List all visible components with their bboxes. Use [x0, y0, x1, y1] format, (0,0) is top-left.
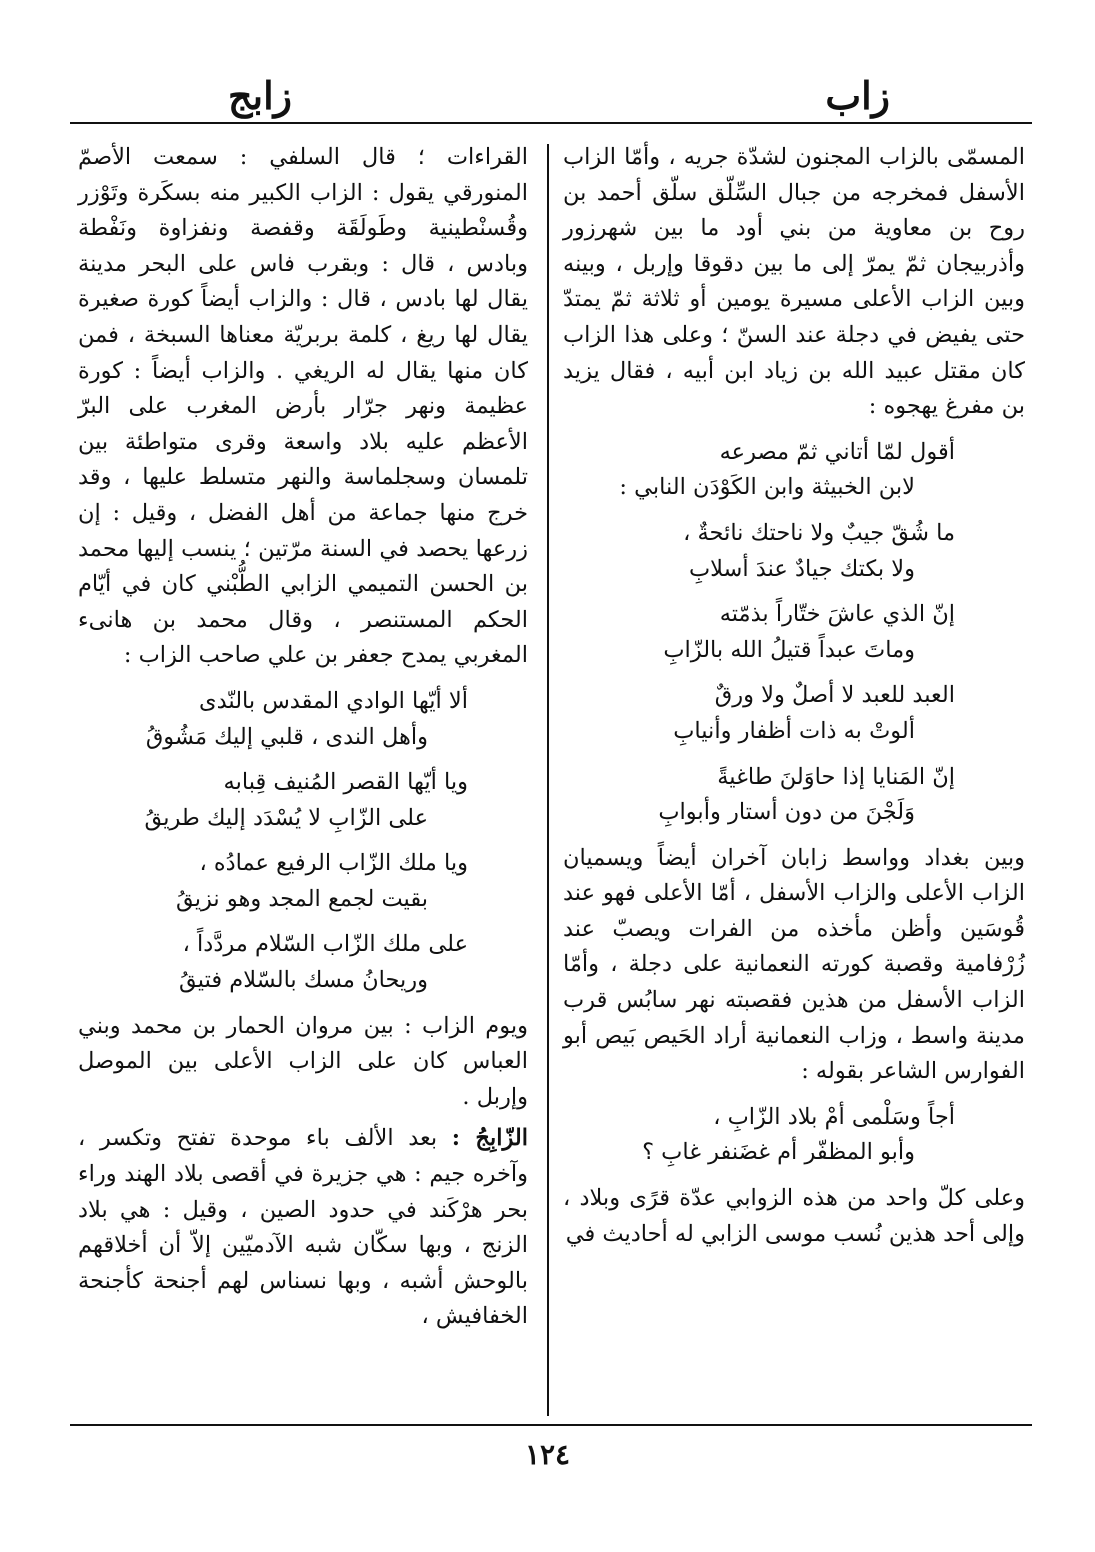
- entry-paragraph: [78, 1121, 528, 1335]
- verse-line: على ملك الزّاب السّلام مردَّداً ،: [182, 931, 468, 958]
- running-header-left: زابج: [228, 73, 293, 118]
- verse-line: ألا أيّها الوادي المقدس بالنّدى: [198, 687, 468, 714]
- verse-line: وَلَجْنَ من دون أستار وأبوابِ: [658, 799, 915, 826]
- entry-text: بعد الألف باء موحدة تفتح وتكسر ، وآخره جيم : هي جزيرة في أقصى بلاد الهند وراء بحر هرْكَند في حدود الصين ، وقيل : هي بلاد الزنج ، وبها سكّان شبه الآدميّين إلاّ أن أخلاقهم بالوحش أشبه ، وبها نسناس لهم أجنحة كأجنحة الخفافيش ،: [78, 1125, 528, 1330]
- left-column: [78, 140, 528, 1335]
- verse-line: بقيت لجمع المجد وهو نزيقُ: [175, 885, 428, 912]
- verse-line: إنّ المَنايا إذا حاوَلنَ طاغيةً: [717, 763, 955, 790]
- entry-headword: الزّابِجُ :: [451, 1125, 528, 1152]
- verse-line: وأهل الندى ، قلبي إليك مَشُوقُ: [145, 723, 428, 750]
- verse-line: ولا بكتك جيادٌ عندَ أسلابِ: [688, 555, 915, 582]
- verse-line: العبد للعبد لا أصلٌ ولا ورقٌ: [714, 682, 955, 709]
- verse-line: ما شُقّ جيبٌ ولا ناحتك نائحةٌ ،: [683, 519, 955, 546]
- paragraph: القراءات ؛ قال السلفي : سمعت الأصمّ المنورقي يقول : الزاب الكبير منه بسكَرة وتَوْزر وقُسنْطينية وطَولَقَة وقفصة ونفزاوة ونَفْطة وبادس ، قال : وبقرب فاس على البحر مدينة يقال لها بادس ، قال : والزاب أيضاً كورة صغيرة يقال لها ريغ ، كلمة بربريّة معناها السبخة ، فمن كان منها يقال له الريغي . والزاب أيضاً : كورة عظيمة ونهر جرّار بأرض المغرب على البرّ الأعظم عليه بلاد واسعة وقرى متواطئة بين تلمسان وسجلماسة والنهر متسلط عليها ، وقد خرج منها جماعة من أهل الفضل ، وقيل : إن زرعها يحصد في السنة مرّتين ؛ ينسب إليها محمد بن الحسن التميمي الزابي الطُّبْني كان في أيّام الحكم المستنصر ، وقال محمد بن هانىء المغربي يمدح جعفر بن علي صاحب الزاب :: [78, 144, 528, 669]
- verse-line: وأبو المظفّر أم غضَنفر غابِ ؟: [642, 1139, 915, 1166]
- column-divider: [547, 144, 549, 1416]
- verse-line: إنّ الذي عاشَ ختّاراً بذمّته: [719, 601, 955, 628]
- verse-line: وريحانُ مسك بالسّلام فتيقُ: [179, 967, 428, 994]
- page-number: ١٢٤: [524, 1438, 571, 1471]
- header-rule: [70, 122, 1032, 124]
- paragraph: وبين بغداد وواسط زابان آخران أيضاً ويسميان الزاب الأعلى والزاب الأسفل ، أمّا الأعلى فهو عند قُوسَين وأظن مأخذه من الفرات ويصبّ عند زُرْفامية وقصبة كورته النعمانية على دجلة ، وأمّا الزاب الأسفل من هذين فقصبته نهر سابُس قرب مدينة واسط ، وزاب النعمانية أراد الحَيص بَيص أبو الفوارس الشاعر بقوله :: [563, 844, 1025, 1085]
- verse-line: أقول لمّا أتاني ثمّ مصرعه: [719, 438, 955, 465]
- verse-line: ألوتْ به ذات أظفار وأنيابِ: [673, 717, 915, 744]
- verse-line: ويا ملك الزّاب الرفيع عمادُه ،: [199, 850, 468, 877]
- verse-line: وماتَ عبداً قتيلُ الله بالزّابِ: [663, 636, 915, 663]
- verse-line: لابن الخبيثة وابن الكَوْدَن النابي :: [619, 474, 915, 501]
- right-column: [563, 140, 1025, 1252]
- paragraph: وعلى كلّ واحد من هذه الزوابي عدّة قرًى وبلاد ، وإلى أحد هذين نُسب موسى الزابي له أحاديث في: [563, 1185, 1025, 1247]
- verse-line: ويا أيّها القصر المُنيف قِبابه: [223, 769, 468, 796]
- paragraph: ويوم الزاب : بين مروان الحمار بن محمد وبني العباس كان على الزاب الأعلى بين الموصل وإربل .: [78, 1012, 528, 1110]
- verse-line: على الزّابِ لا يُسْدَد إليك طريقُ: [144, 804, 428, 831]
- verse-line: أجاً وسَلْمى أمْ بلاد الزّابِ ،: [713, 1103, 955, 1130]
- footer-rule: [70, 1424, 1032, 1426]
- running-header-right: زاب: [825, 73, 890, 118]
- paragraph: المسمّى بالزاب المجنون لشدّة جريه ، وأمّا الزاب الأسفل فمخرجه من جبال السِّلّق سلّق أحمد بن روح بن معاوية من بني أود ما بين شهرزور وأذربيجان ثمّ يمرّ إلى ما بين دقوقا وإربل ، وبينه وبين الزاب الأعلى مسيرة يومين أو ثلاثة ثمّ يمتدّ حتى يفيض في دجلة عند السنّ ؛ وعلى هذا الزاب كان مقتل عبيد الله بن زياد ابن أبيه ، فقال يزيد بن مفرغ يهجوه :: [563, 144, 1025, 420]
